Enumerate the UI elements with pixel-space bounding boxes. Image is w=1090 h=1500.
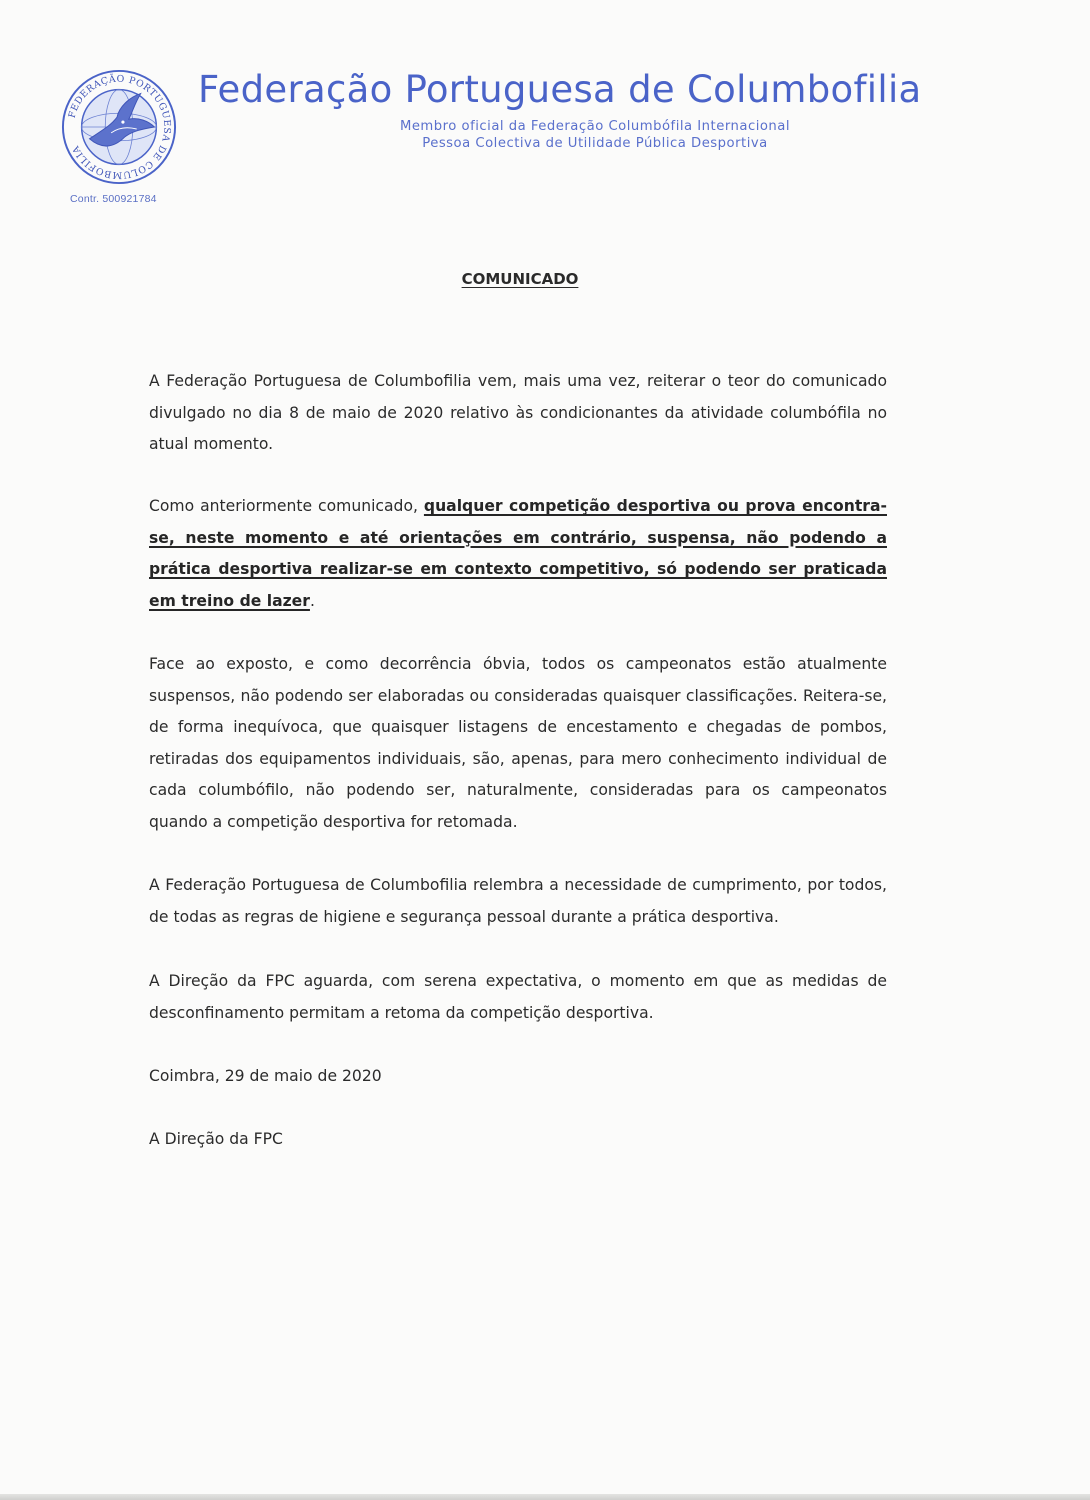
- paragraph-2-intro: Como anteriormente comunicado,: [149, 497, 424, 515]
- dove-seal-icon: [60, 68, 178, 186]
- paragraph-2-end: .: [309, 591, 315, 610]
- organization-subtitle-line1: Membro oficial da Federação Columbófila Internacional: [399, 119, 791, 134]
- paragraph-2: [149, 491, 887, 617]
- paragraph-4: A Federação Portuguesa de Columbofilia relembra a necessidade de cumprimento, por todos, de todas as regras de higiene e segurança pessoal durante a prática desportiva.: [149, 876, 887, 926]
- organization-name: Federação Portuguesa de Columbofilia: [198, 68, 922, 111]
- organization-subtitle-line2: Pessoa Colectiva de Utilidade Pública Desportiva: [422, 136, 768, 151]
- document-title: COMUNICADO: [461, 270, 579, 288]
- place-and-date: Coimbra, 29 de maio de 2020: [149, 1067, 382, 1085]
- paragraph-5: A Direção da FPC aguarda, com serena expectativa, o momento em que as medidas de desconfinamento permitam a retoma da competição desportiva.: [149, 972, 887, 1022]
- paragraph-1: A Federação Portuguesa de Columbofilia vem, mais uma vez, reiterar o teor do comunicado divulgado no dia 8 de maio de 2020 relativo às condicionantes da atividade columbófila no atual momento.: [149, 372, 887, 453]
- scan-page-edge: [0, 1494, 1090, 1500]
- paragraph-2-emphasis: qualquer competição desportiva ou prova encontra-se, neste momento e até orientações em contrário, suspensa, não podendo a prática desportiva realizar-se em contexto competitivo, só podendo ser praticada em treino de lazer: [149, 497, 887, 610]
- taxpayer-number: Contr. 500921784: [70, 193, 157, 205]
- fpc-seal-logo: [60, 68, 178, 186]
- paragraph-3: Face ao exposto, e como decorrência óbvia, todos os campeonatos estão atualmente suspensos, não podendo ser elaboradas ou consideradas quaisquer classificações. Reitera-se, de forma inequívoca, que quaisquer listagens de encestamento e chegadas de pombos, retiradas dos equipamentos individuais, são, apenas, para mero conhecimento individual de cada columbófilo, não podendo ser, naturalmente, consideradas para os campeonatos quando a competição desportiva for retomada.: [149, 655, 887, 831]
- seal-text: FEDERAÇÃO PORTUGUESA DE COLUMBOFILIA: [66, 73, 173, 181]
- signature: A Direção da FPC: [149, 1130, 283, 1148]
